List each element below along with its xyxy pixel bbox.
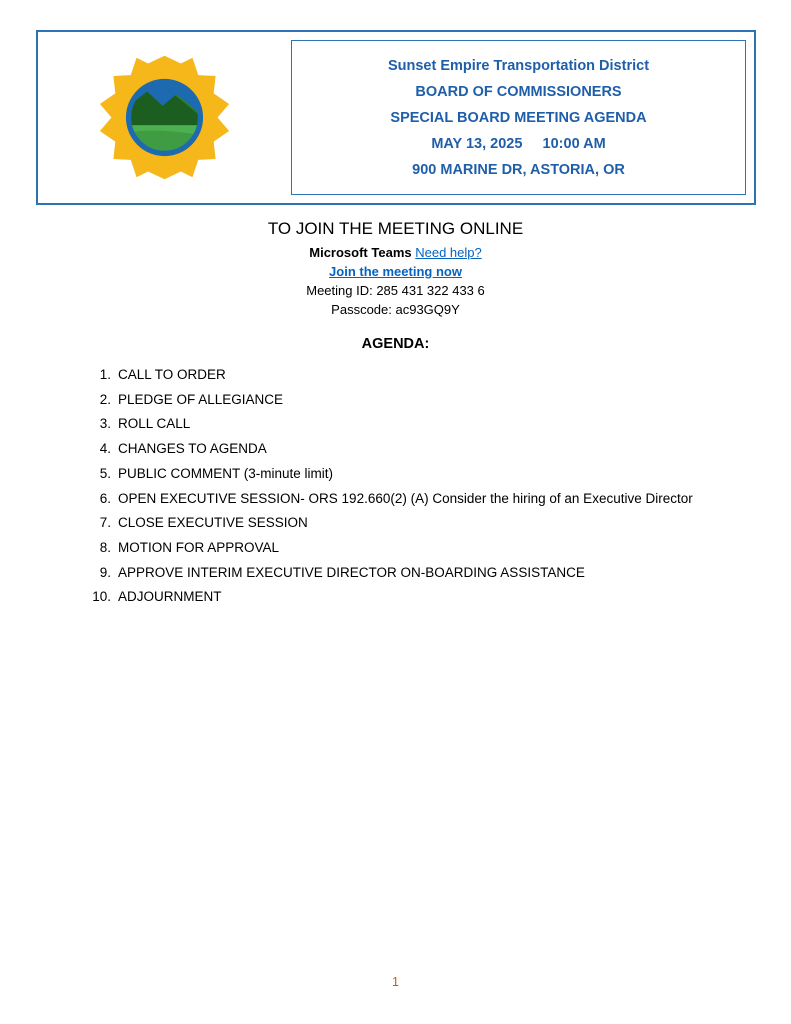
- teams-line: [0, 243, 791, 262]
- list-item: [88, 561, 748, 586]
- list-item: [88, 462, 748, 487]
- header-title-line-5: 900 MARINE DR, ASTORIA, OR: [412, 161, 625, 178]
- agenda-item-text: ROLL CALL: [118, 416, 191, 432]
- agenda-item-text: OPEN EXECUTIVE SESSION- ORS 192.660(2) (A) Consider the hiring of an Executive Director: [118, 490, 693, 506]
- header-title-line-4: MAY 13, 2025 10:00 AM: [431, 135, 606, 152]
- list-item: [88, 363, 748, 388]
- agenda-item-number: 10.: [92, 589, 111, 605]
- agenda-item-text: CHANGES TO AGENDA: [118, 441, 267, 457]
- agenda-item-text: APPROVE INTERIM EXECUTIVE DIRECTOR ON-BOARDING ASSISTANCE: [118, 564, 585, 580]
- need-help-link[interactable]: Need help?: [415, 245, 482, 260]
- agenda-item-text: CLOSE EXECUTIVE SESSION: [118, 515, 308, 531]
- join-now-line: [0, 262, 791, 281]
- header-title-line-1: Sunset Empire Transportation District: [387, 57, 650, 74]
- list-item: [88, 487, 748, 512]
- agenda-item-text: PLEDGE OF ALLEGIANCE: [118, 391, 284, 407]
- agenda-item-number: 8.: [99, 539, 111, 555]
- list-item: [88, 536, 748, 561]
- join-meeting-block: [0, 218, 791, 319]
- agenda-item-text: MOTION FOR APPROVAL: [118, 539, 280, 555]
- agenda-item-number: 6.: [99, 490, 111, 506]
- agenda-list: [88, 363, 748, 610]
- title-box: [291, 40, 746, 195]
- meeting-id: Meeting ID: 285 431 322 433 6: [306, 283, 485, 298]
- list-item: [88, 437, 748, 462]
- list-item: [88, 412, 748, 437]
- agenda-item-text: PUBLIC COMMENT (3-minute limit): [118, 465, 334, 481]
- header-title-line-2: BOARD OF COMMISSIONERS: [415, 83, 622, 100]
- logo-cell: [38, 50, 291, 185]
- agenda-item-text: ADJOURNMENT: [118, 589, 222, 605]
- agenda-item-number: 7.: [99, 515, 111, 531]
- agenda-item-number: 5.: [99, 465, 111, 481]
- agenda-item-number: 1.: [99, 367, 111, 382]
- header-table: [36, 30, 756, 205]
- agenda-item-number: 3.: [99, 416, 111, 432]
- join-the-meeting-now-link[interactable]: Join the meeting now: [329, 264, 462, 279]
- agenda-heading: AGENDA:: [361, 336, 430, 352]
- agenda-item-number: 4.: [99, 441, 111, 457]
- page-number: 1: [392, 975, 399, 989]
- setd-gear-logo-icon: [92, 50, 237, 185]
- list-item: [88, 585, 748, 610]
- meeting-passcode: Passcode: ac93GQ9Y: [331, 302, 460, 317]
- agenda-item-text: CALL TO ORDER: [118, 367, 226, 382]
- list-item: [88, 388, 748, 413]
- agenda-item-number: 9.: [99, 564, 111, 580]
- header-title-line-3: SPECIAL BOARD MEETING AGENDA: [390, 109, 647, 126]
- join-meeting-heading: TO JOIN THE MEETING ONLINE: [267, 219, 524, 238]
- title-cell: [291, 32, 754, 203]
- list-item: [88, 511, 748, 536]
- agenda-item-number: 2.: [99, 391, 111, 407]
- teams-label: Microsoft Teams: [309, 245, 412, 260]
